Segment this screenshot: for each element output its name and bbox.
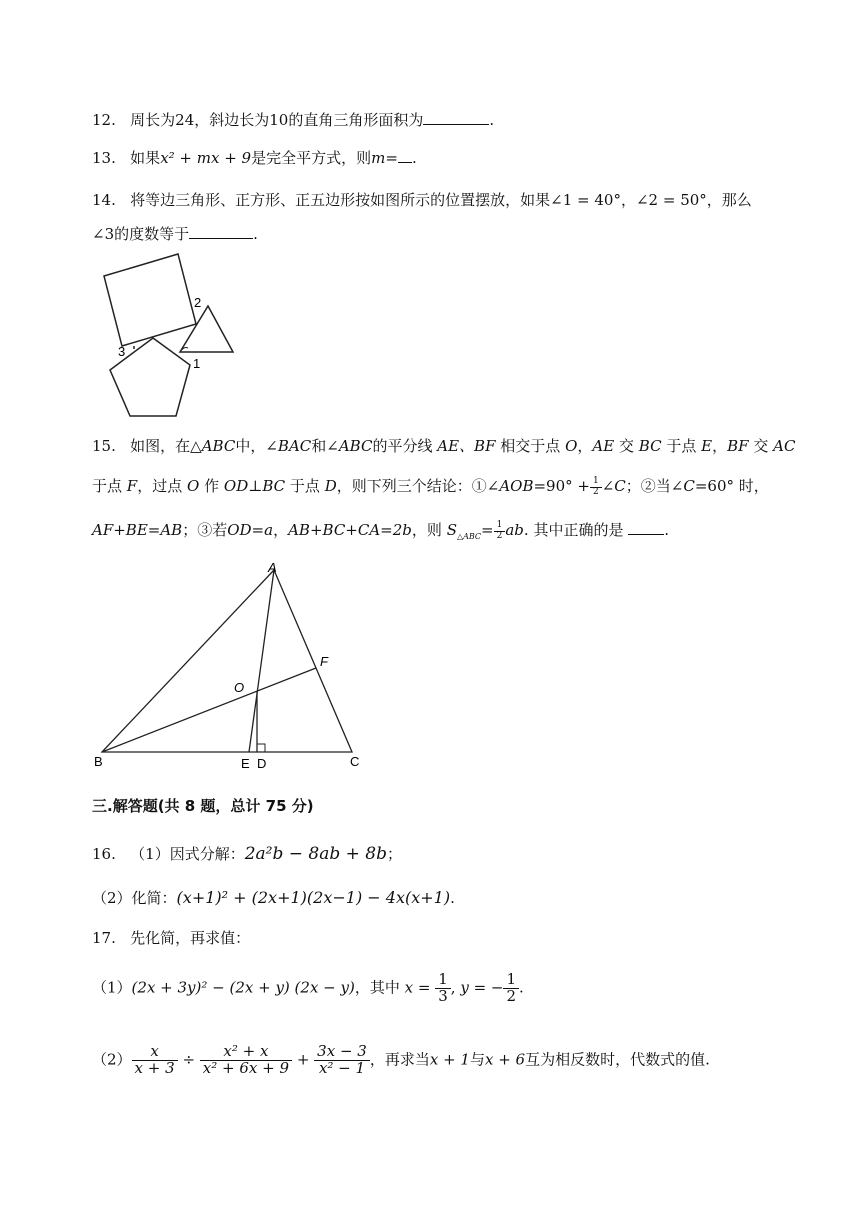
q15-text: ；③若 [182, 521, 228, 539]
q17-part2-mid: ，再求当 [369, 1050, 430, 1069]
q15-text: ， [273, 521, 289, 539]
q15-c: C [683, 477, 695, 495]
q15-text: 的平分线 [372, 437, 433, 455]
q13-variable: m [371, 149, 386, 167]
q17-part1-label: （1） [92, 978, 132, 997]
q17-part2-end: 互为相反数时，代数式的值. [525, 1050, 710, 1069]
q15-conclusion-2: AF+BE=AB [92, 521, 183, 539]
q13-mid-text: 是完全平方式，则 [251, 149, 372, 167]
q17-comma: , [450, 978, 456, 997]
fraction-numerator: 1 [494, 521, 506, 531]
fraction-denominator: 2 [592, 486, 599, 497]
q15-area-subscript: △ABC [456, 532, 482, 541]
q15-text: 相交于点 [500, 437, 561, 455]
q12-number: 12. [92, 111, 116, 129]
q15-abc: ABC [338, 437, 373, 455]
angle-label-2: 2 [194, 295, 202, 310]
q12-text: 周长为24，斜边长为10的直角三角形面积为 [130, 111, 424, 129]
q17-part2-mid2: 与 [469, 1050, 485, 1069]
question-16-part-2 [92, 888, 455, 908]
q16-part2-expression: (x+1)² + (2x+1)(2x−1) − 4x(x+1) [176, 888, 451, 907]
q12-period: . [489, 111, 495, 129]
section-3-heading: 三.解答题(共 8 题，总计 75 分) [92, 797, 314, 815]
q15-text: = [481, 521, 494, 539]
label-d: D [257, 756, 267, 771]
q15-text: ，则下列三个结论：①∠ [336, 477, 500, 495]
question-15-line-2 [92, 476, 769, 497]
q13-expression: x² + mx + 9 [160, 149, 252, 167]
label-e: E [241, 756, 250, 771]
question-14-line-1 [92, 190, 752, 210]
q15-text: 于点 [92, 477, 123, 495]
question-15-line-3 [92, 520, 669, 547]
q17-x-fraction [435, 972, 451, 1005]
q14-answer-blank[interactable] [189, 224, 253, 239]
q15-text: ；②当∠ [625, 477, 684, 495]
q16-part1-label: （1）因式分解： [130, 845, 245, 863]
q15-ac: AC [773, 437, 796, 455]
q15-e: E [701, 437, 713, 455]
label-a: A [268, 560, 277, 575]
q16-part1-expression: 2a²b − 8ab + 8b [244, 844, 388, 864]
right-angle-mark [257, 744, 265, 752]
figure-14-polygons [96, 250, 246, 422]
fraction-numerator: 1 [435, 972, 451, 989]
q15-plus: + [577, 477, 590, 495]
q15-text: 中，∠ [235, 437, 278, 455]
question-16-part-1 [92, 844, 402, 864]
q17-part1-mid: ，其中 [354, 978, 400, 997]
triangle-abc [102, 570, 352, 752]
fraction-numerator: 1 [590, 477, 602, 487]
q15-answer-blank[interactable] [628, 520, 664, 535]
fraction-denominator: 2 [506, 986, 517, 1005]
fraction-denominator: x + 3 [134, 1058, 175, 1077]
q16-number: 16. [92, 845, 116, 863]
question-17-part-2 [92, 1044, 710, 1077]
fraction-numerator: 1 [503, 972, 519, 989]
q15-half-fraction [590, 477, 602, 497]
q17-number: 17. [92, 929, 116, 947]
fraction-numerator: 3x − 3 [314, 1044, 370, 1061]
q14-text-2: ∠3的度数等于 [92, 225, 190, 243]
angle-label-1: 1 [193, 356, 201, 371]
label-o: O [234, 680, 245, 695]
q17-fraction-2 [200, 1044, 292, 1077]
q15-abc: ABC [201, 437, 236, 455]
q13-number: 13. [92, 149, 116, 167]
q15-f: F [126, 477, 138, 495]
square [104, 254, 196, 346]
q15-bac: BAC [277, 437, 312, 455]
q17-expression-2: x + 6 [484, 1050, 526, 1069]
q15-text: 于点 [289, 477, 320, 495]
q14-number: 14. [92, 191, 116, 209]
q15-text: ∠ [601, 477, 615, 495]
q15-bc: BC [638, 437, 662, 455]
question-13 [92, 148, 417, 168]
q15-area-fraction [494, 521, 506, 541]
q15-area-symbol: S [446, 521, 457, 539]
q15-text: 交 [618, 437, 634, 455]
q16-part2-end: . [450, 889, 455, 907]
segment-bf [102, 668, 316, 752]
q15-text: =60° 时， [694, 477, 769, 495]
q15-od-eq-a: OD=a [227, 521, 274, 539]
q16-part1-end: ； [387, 845, 403, 863]
q15-text: . 其中正确的是 [523, 521, 624, 539]
q17-y-equals: y = − [460, 978, 504, 997]
q17-part1-expression: (2x + 3y)² − (2x + y) (2x − y) [131, 978, 355, 997]
question-12 [92, 110, 494, 130]
q15-number: 15. [92, 437, 116, 455]
q15-text: 作 [204, 477, 220, 495]
fraction-denominator: 2 [496, 530, 503, 541]
question-14-line-2 [92, 224, 258, 244]
fraction-denominator: x² − 1 [318, 1058, 366, 1077]
q15-o: O [565, 437, 578, 455]
q17-part2-label: （2） [92, 1050, 132, 1069]
fraction-denominator: x² + 6x + 9 [202, 1058, 290, 1077]
fraction-numerator: x² + x [200, 1044, 292, 1061]
q17-fraction-1 [132, 1044, 178, 1077]
q16-part2-label: （2）化简： [92, 889, 177, 907]
label-f: F [320, 654, 328, 669]
q13-equals: = [385, 149, 398, 167]
q15-ab: ab [505, 521, 524, 539]
q15-text: 如图，在△ [130, 437, 202, 455]
q17-y-fraction [503, 972, 519, 1005]
q15-o: O [187, 477, 200, 495]
label-b: B [94, 754, 103, 769]
q15-ae: AE [592, 437, 615, 455]
q15-aob: AOB [499, 477, 534, 495]
q17-plus: + [296, 1050, 310, 1069]
q15-text: ，则 [411, 521, 442, 539]
angle-label-3: 3 [118, 344, 126, 359]
q15-bf: BF [727, 437, 749, 455]
label-c: C [350, 754, 360, 769]
question-15-line-1: 15. 如图，在△ABC中，∠BAC和∠ABC的平分线 AE、BF 相交于点 O，AE 交 BC 于点 E，BF 交 AC [92, 437, 796, 455]
q15-text: 于点 [666, 437, 697, 455]
q14-period: . [253, 225, 258, 243]
fraction-numerator: x [132, 1044, 178, 1061]
triangle [180, 306, 233, 352]
q15-perimeter-eq: AB+BC+CA=2b [288, 521, 412, 539]
q15-ae-bf: AE、BF [437, 437, 496, 455]
q15-c: C [614, 477, 626, 495]
figure-15-triangle [86, 560, 376, 775]
q13-prefix: 如果 [130, 149, 161, 167]
segment-ae [249, 570, 274, 752]
q17-expression-1: x + 1 [429, 1050, 470, 1069]
q12-answer-blank[interactable] [423, 110, 489, 125]
q17-fraction-3 [314, 1044, 370, 1077]
q15-text: 交 [753, 437, 769, 455]
q13-answer-blank[interactable] [398, 148, 412, 163]
q17-part1-end: . [519, 978, 524, 997]
q17-title: 先化简，再求值： [130, 929, 251, 947]
q15-text: 和∠ [311, 437, 339, 455]
q15-text: ，过点 [137, 477, 183, 495]
q17-divide: ÷ [182, 1050, 196, 1069]
q13-period: . [411, 149, 417, 167]
q15-od-perp-bc: OD⊥BC [223, 477, 286, 495]
q17-x-equals: x = [404, 978, 431, 997]
q14-text-1: 将等边三角形、正方形、正五边形按如图所示的位置摆放，如果∠1 = 40°，∠2 = 50°，那么 [130, 191, 752, 209]
fraction-denominator: 3 [438, 986, 448, 1005]
question-17-title [92, 928, 250, 948]
q15-d: D [324, 477, 337, 495]
q15-period: . [664, 521, 670, 539]
q15-text: =90° [533, 477, 573, 495]
question-17-part-1 [92, 972, 524, 1005]
